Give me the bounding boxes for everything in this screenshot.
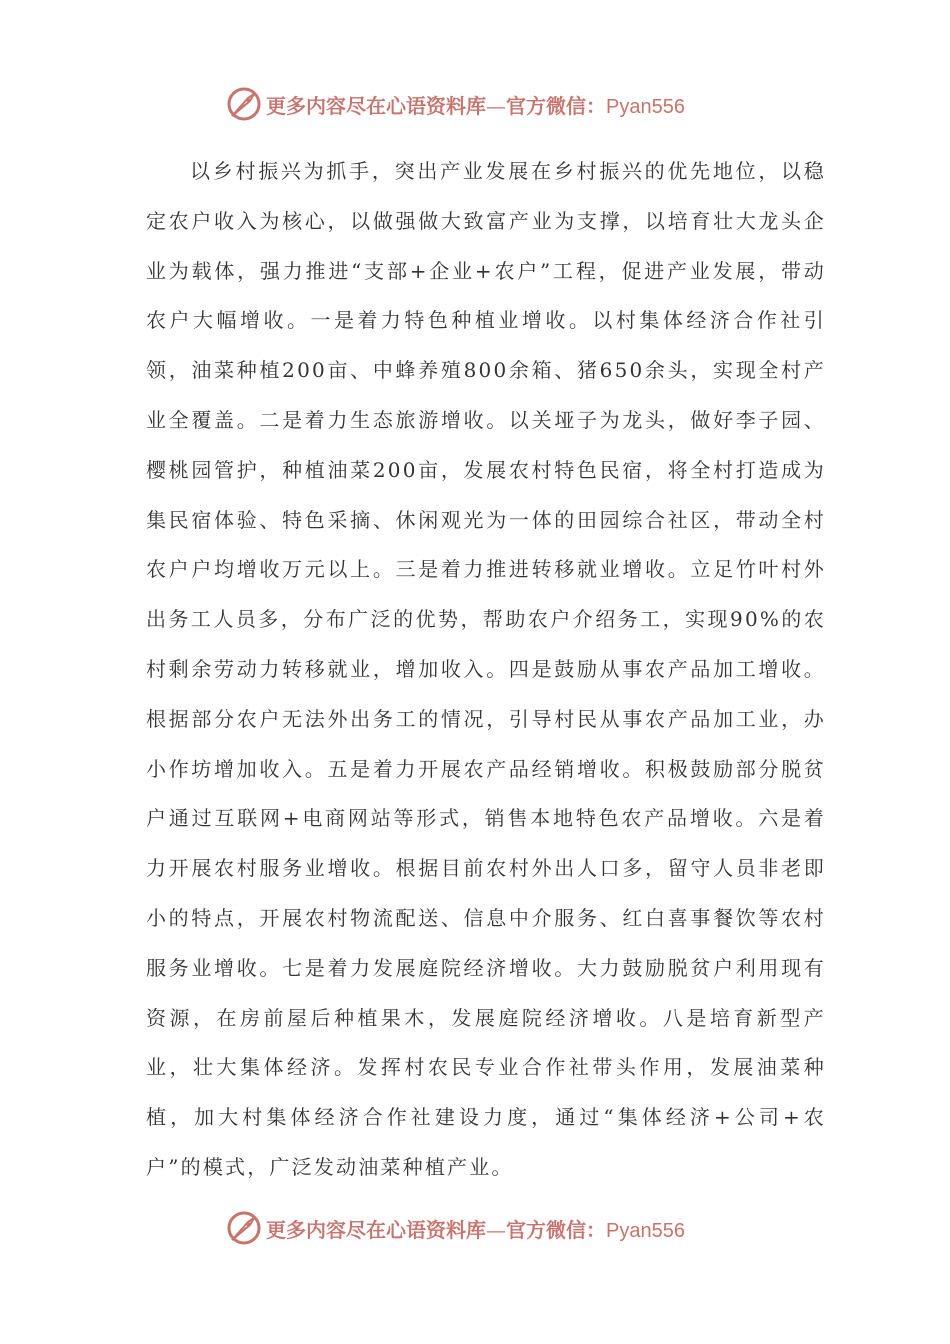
pen-nib-logo-icon	[226, 86, 262, 122]
footer-banner	[226, 1208, 685, 1248]
pen-nib-logo-icon	[226, 1210, 262, 1246]
footer-wechat-id: Pyan556	[606, 1219, 685, 1242]
footer-banner-text	[266, 1214, 685, 1243]
header-wechat-label: 官方微信：	[506, 93, 606, 118]
header-banner-main: 更多内容尽在心语资料库	[266, 93, 486, 118]
header-wechat-id: Pyan556	[606, 95, 685, 118]
header-banner-dash: —	[486, 93, 506, 118]
document-paragraph: 以乡村振兴为抓手，突出产业发展在乡村振兴的优先地位，以稳定农户收入为核心，以做强做大致富产业为支撑，以培育壮大龙头企业为载体，强力推进“支部+企业+农户”工程，促进产业发展，带动农户大幅增收。一是着力特色种植业增收。以村集体经济合作社引领，油菜种植200亩、中蜂养殖800余箱、猪650余头，实现全村产业全覆盖。二是着力生态旅游增收。以关垭子为龙头，做好李子园、樱桃园管护，种植油菜200亩，发展农村特色民宿，将全村打造成为集民宿体验、特色采摘、休闲观光为一体的田园综合社区，带动全村农户户均增收万元以上。三是着力推进转移就业增收。立足竹叶村外出务工人员多，分布广泛的优势，帮助农户介绍务工，实现90%的农村剩余劳动力转移就业，增加收入。四是鼓励从事农产品加工增收。根据部分农户无法外出务工的情况，引导村民从事农产品加工业，办小作坊增加收入。五是着力开展农产品经销增收。积极鼓励部分脱贫户通过互联网+电商网站等形式，销售本地特色农产品增收。六是着力开展农村服务业增收。根据目前农村外出人口多，留守人员非老即小的特点，开展农村物流配送、信息中介服务、红白喜事餐饮等农村服务业增收。七是着力发展庭院经济增收。大力鼓励脱贫户利用现有资源，在房前屋后种植果木，发展庭院经济增收。八是培育新型产业，壮大集体经济。发挥村农民专业合作社带头作用，发展油菜种植，加大村集体经济合作社建设力度，通过“集体经济+公司+农户”的模式，广泛发动油菜种植产业。	[146, 159, 826, 1179]
footer-banner-dash: —	[486, 1217, 506, 1242]
footer-banner-main: 更多内容尽在心语资料库	[266, 1217, 486, 1242]
footer-wechat-label: 官方微信：	[506, 1217, 606, 1242]
header-banner-text	[266, 90, 685, 119]
header-banner	[226, 84, 685, 124]
